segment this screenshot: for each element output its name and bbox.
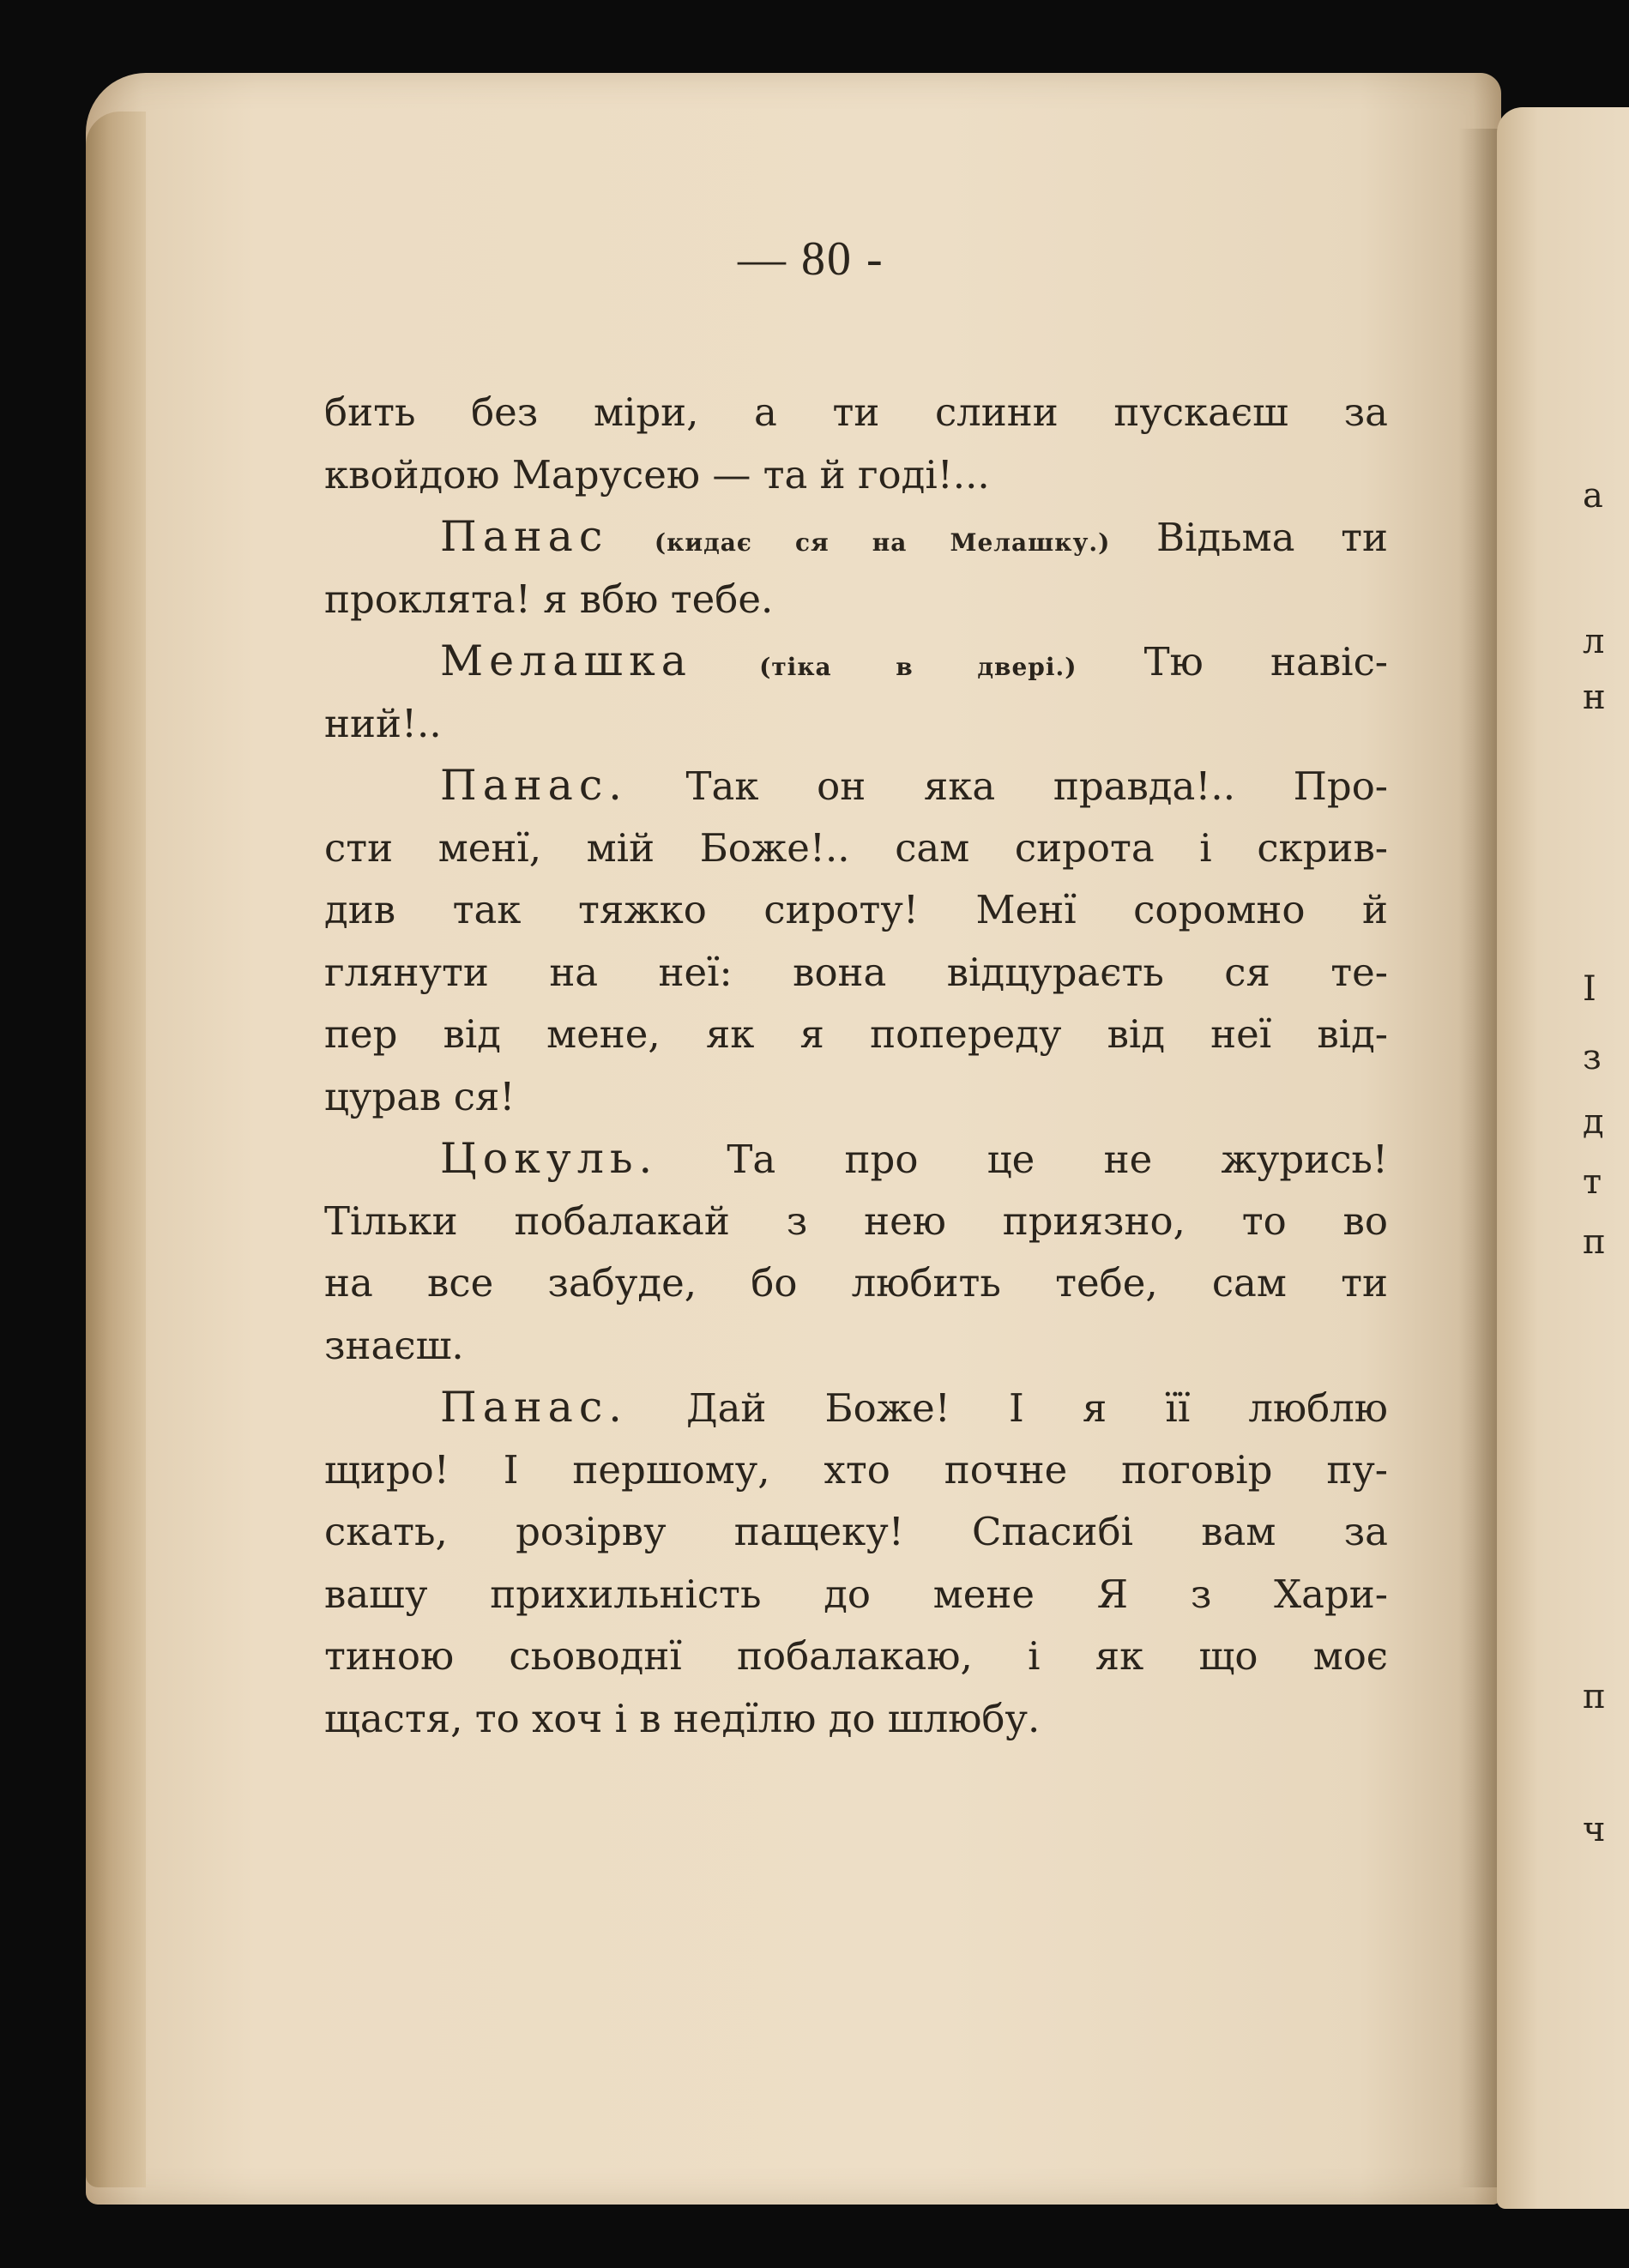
line-text: Дай Боже! І я її люблю [686, 1385, 1388, 1431]
text-line: проклята! я вбю тебе. [324, 576, 774, 622]
speaker-name: Панас. [440, 761, 628, 810]
speaker-name: Панас. [440, 1383, 628, 1432]
facing-page-fragment: з [1583, 1038, 1602, 1077]
text-line: див так тяжко сироту! Менї соромно й [324, 887, 1388, 932]
line-text: Так он яка правда!.. Про- [685, 763, 1388, 809]
right-page [1497, 107, 1629, 2209]
text-line: пер від мене, як я попереду від неї від- [324, 1011, 1388, 1057]
text-line: Тільки побалакай з нею приязно, то во [324, 1197, 1388, 1244]
text-line: скать, розірву пащеку! Спасибі вам за [324, 1509, 1388, 1554]
facing-page-fragment: н [1583, 678, 1606, 717]
speaker-name: Цокуль. [440, 1134, 659, 1183]
facing-page-fragment: д [1583, 1102, 1604, 1142]
text-line: ний!.. [324, 700, 442, 746]
dialogue-line [324, 1128, 1388, 1191]
stage-direction: (тіка в двері.) [759, 653, 1077, 681]
text-line: щастя, то хоч і в недїлю до шлюбу. [324, 1695, 1041, 1741]
speaker-name: Панас [440, 512, 609, 561]
text-line: глянути на неї: вона відцураєть ся те- [324, 949, 1388, 995]
text-line: цурав ся! [324, 1073, 516, 1119]
text-line: бить без міри, а ти слини пускаєш за [324, 389, 1388, 435]
facing-page-fragment: І [1583, 969, 1596, 1009]
dialogue-line [324, 1377, 1388, 1439]
text-line: сти менї, мій Боже!.. сам сирота і скрив- [324, 824, 1388, 871]
speaker-name: Мелашка [440, 636, 692, 685]
line-text: Відьма ти [1156, 515, 1388, 560]
line-text: Та про це не журись! [727, 1137, 1388, 1182]
text-line: знаєш. [324, 1322, 464, 1368]
facing-page-fragment: ч [1583, 1810, 1606, 1849]
page-edge [86, 112, 146, 2187]
facing-page-fragment: а [1583, 476, 1603, 516]
text-line: тиною сьоводнї побалакаю, і як що моє [324, 1633, 1388, 1679]
facing-page-fragment: п [1583, 1222, 1606, 1262]
text-line: на все забуде, бо любить тебе, сам ти [324, 1260, 1388, 1306]
dialogue-line [324, 630, 1388, 693]
facing-page-fragment: л [1583, 622, 1605, 661]
dialogue-line [324, 755, 1388, 817]
page-number: — 80 - [738, 232, 884, 286]
text-line: вашу прихильність до мене Я з Хари- [324, 1571, 1388, 1617]
page-text [324, 382, 1388, 1750]
dialogue-line [324, 506, 1388, 569]
line-text: Тю навіс- [1143, 639, 1388, 685]
facing-page-fragment: т [1583, 1162, 1602, 1202]
stage-direction: (кидає ся на Мелашку.) [654, 528, 1111, 557]
text-line: щиро! І першому, хто почне поговір пу- [324, 1446, 1388, 1493]
text-line: квойдою Марусею — та й годі!... [324, 451, 990, 498]
facing-page-fragment: п [1583, 1677, 1606, 1716]
